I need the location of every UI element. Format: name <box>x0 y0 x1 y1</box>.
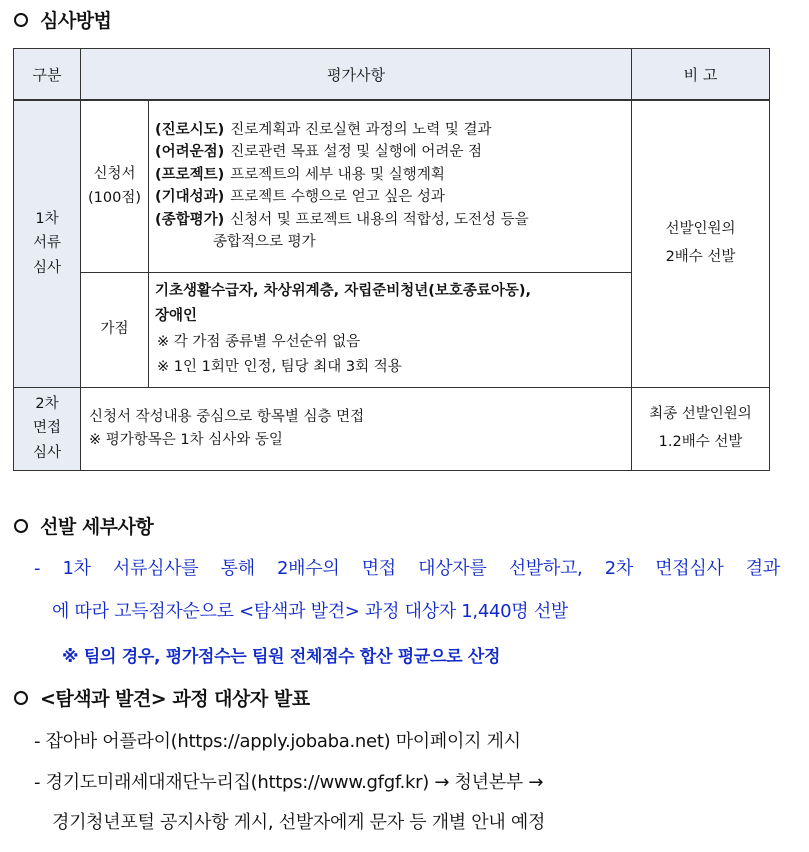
section-title: 심사방법 <box>40 10 112 32</box>
table-row <box>14 387 770 471</box>
category-line: 1차 <box>35 210 59 227</box>
table-row <box>14 100 770 272</box>
bonus-items-cell <box>149 272 632 387</box>
evaluation-table <box>13 48 770 471</box>
item-text: 진로관련 목표 설정 및 실행에 어려운 점 <box>230 144 483 161</box>
category-line: 면접 <box>32 420 61 437</box>
section-heading-selection <box>14 512 153 539</box>
section-heading-evaluation <box>14 6 111 33</box>
category-line: 심사 <box>32 260 61 277</box>
interview-note: ※ 평가항목은 1차 심사와 동일 <box>89 431 283 448</box>
category-line: 심사 <box>32 445 61 462</box>
circle-bullet-icon <box>14 13 28 27</box>
header-criteria: 평가사항 <box>81 49 632 101</box>
list-item <box>155 209 623 231</box>
list-item <box>155 164 623 186</box>
remark-line: 선발인원의 <box>665 221 736 238</box>
interview-cell <box>81 387 632 471</box>
bonus-note: ※ 각 가점 종류별 우선순위 없음 <box>157 333 361 350</box>
selection-line-1: - 1차 서류심사를 통해 2배수의 면접 대상자를 선발하고, 2차 면접심사 결과 <box>34 558 780 579</box>
item-text: 진로계획과 진로실현 과정의 노력 및 결과 <box>230 121 492 138</box>
remark-line: 2배수 선발 <box>665 248 736 265</box>
application-score: (100점) <box>88 190 141 207</box>
table-header-row <box>14 49 770 101</box>
section-title: <탐색과 발견> 과정 대상자 발표 <box>40 688 310 710</box>
stage2-remark-cell <box>632 387 770 471</box>
bonus-eligibility: 장애인 <box>155 308 198 325</box>
item-text-continuation: 종합적으로 평가 <box>213 234 316 251</box>
bonus-eligibility: 기초생활수급자, 차상위계층, 자립준비청년(보호종료아동), <box>155 282 532 299</box>
section-heading-announcement <box>14 684 310 711</box>
item-text: 프로젝트의 세부 내용 및 실행계획 <box>230 166 445 183</box>
application-items-cell <box>149 100 632 272</box>
selection-note: ※ 팀의 경우, 평가점수는 팀원 전체점수 합산 평균으로 산정 <box>62 647 501 667</box>
item-text: 프로젝트 수행으로 얻고 싶은 성과 <box>230 189 445 206</box>
remark-line: 최종 선발인원의 <box>649 406 752 423</box>
bonus-note: ※ 1인 1회만 인정, 팀당 최대 3회 적용 <box>157 358 402 375</box>
header-remark: 비 고 <box>632 49 770 101</box>
item-text: 신청서 및 프로젝트 내용의 적합성, 도전성 등을 <box>230 211 529 228</box>
category-line: 2차 <box>35 395 59 412</box>
list-item <box>155 186 623 208</box>
stage1-category-cell <box>14 100 81 387</box>
list-item <box>155 119 623 141</box>
stage1-remark-cell <box>632 100 770 387</box>
item-tag: (종합평가) <box>155 211 225 228</box>
section-title: 선발 세부사항 <box>40 516 154 538</box>
application-label-cell <box>81 100 149 272</box>
item-tag: (프로젝트) <box>155 166 225 183</box>
item-tag: (진로시도) <box>155 121 225 138</box>
announcement-line-2: - 경기도미래세대재단누리집(https://www.gfgf.kr) → 청년본부 → <box>34 772 544 793</box>
selection-line-2: 에 따라 고득점자순으로 <탐색과 발견> 과정 대상자 1,440명 선발 <box>52 601 568 622</box>
list-item <box>155 141 623 163</box>
announcement-line-1: - 잡아바 어플라이(https://apply.jobaba.net) 마이페이지 게시 <box>34 731 521 752</box>
application-label: 신청서 <box>93 165 136 182</box>
header-category: 구분 <box>14 49 81 101</box>
bonus-label-cell: 가점 <box>81 272 149 387</box>
item-tag: (기대성과) <box>155 189 225 206</box>
category-line: 서류 <box>32 235 61 252</box>
circle-bullet-icon <box>14 691 28 705</box>
interview-description: 신청서 작성내용 중심으로 항목별 심층 면접 <box>89 409 365 426</box>
item-tag: (어려운점) <box>155 144 225 161</box>
stage2-category-cell <box>14 387 81 471</box>
circle-bullet-icon <box>14 519 28 533</box>
remark-line: 1.2배수 선발 <box>658 433 743 450</box>
announcement-line-3: 경기청년포털 공지사항 게시, 선발자에게 문자 등 개별 안내 예정 <box>52 812 546 833</box>
